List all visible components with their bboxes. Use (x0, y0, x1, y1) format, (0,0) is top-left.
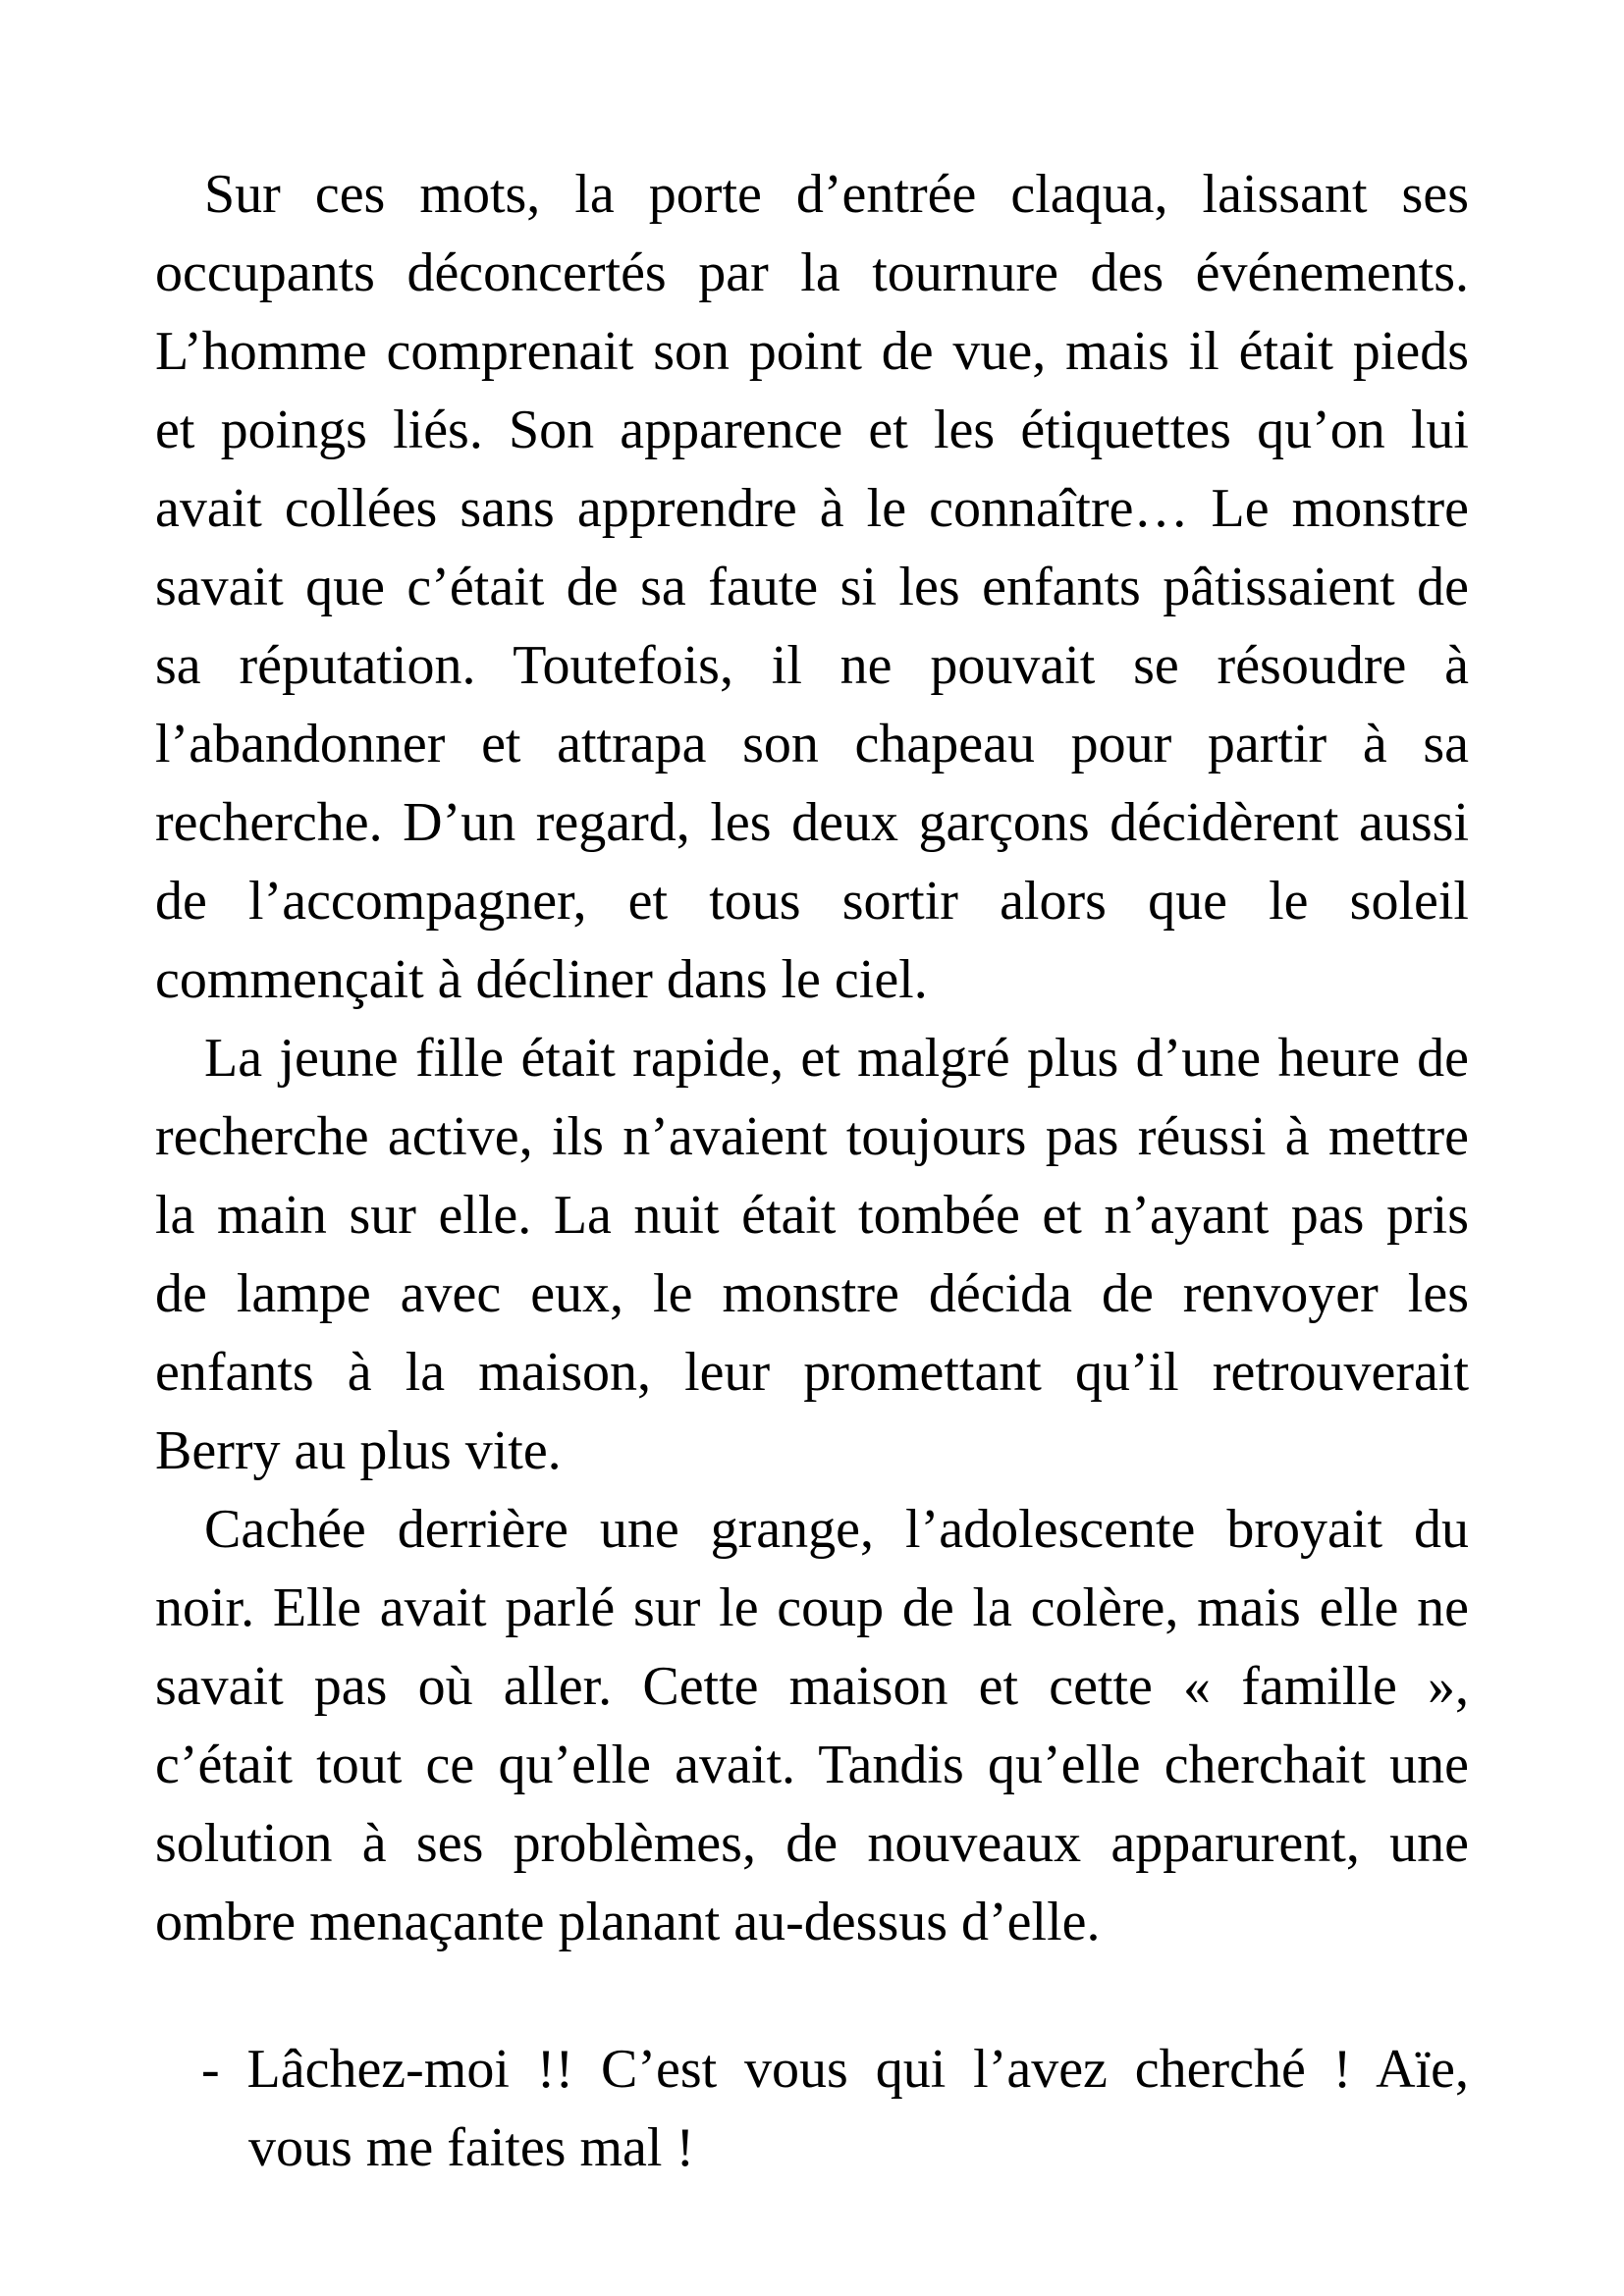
text-line: ombre menaçante planant au-dessus d’elle. (155, 1892, 1101, 1952)
text-line: sa réputation. Toutefois, il ne pouvait se résoudre à (155, 635, 1469, 696)
paragraph-3 (155, 1490, 1469, 1961)
text-line: La jeune fille était rapide, et malgré plus d’une heure de (204, 1028, 1469, 1089)
text-line: solution à ses problèmes, de nouveaux apparurent, une (155, 1813, 1469, 1874)
text-line: recherche. D’un regard, les deux garçons décidèrent aussi (155, 792, 1469, 853)
dialogue-line-1 (155, 2030, 1469, 2109)
text-line: et poings liés. Son apparence et les étiquettes qu’on lui (155, 400, 1469, 460)
paragraph-1 (155, 155, 1469, 1019)
text-line: Berry au plus vite. (155, 1420, 562, 1481)
text-line: savait que c’était de sa faute si les enfants pâtissaient de (155, 557, 1469, 617)
text-line: Sur ces mots, la porte d’entrée claqua, laissant ses (204, 164, 1469, 225)
dialogue-line-2: vous me faites mal ! (248, 2117, 695, 2178)
text-line: l’abandonner et attrapa son chapeau pour partir à sa (155, 714, 1469, 774)
paragraph-2 (155, 1019, 1469, 1490)
dialogue-line-1-text: Lâchez-moi !! C’est vous qui l’avez cherché ! Aïe, (246, 2039, 1469, 2100)
text-line: c’était tout ce qu’elle avait. Tandis qu’elle cherchait une (155, 1735, 1469, 1795)
text-line: Cachée derrière une grange, l’adolescente broyait du (204, 1499, 1469, 1560)
text-line: la main sur elle. La nuit était tombée et n’ayant pas pris (155, 1185, 1469, 1246)
page-text-block (155, 155, 1469, 2187)
text-line: enfants à la maison, leur promettant qu’il retrouverait (155, 1342, 1469, 1403)
text-line: avait collées sans apprendre à le connaître… Le monstre (155, 478, 1469, 539)
text-line: commençait à décliner dans le ciel. (155, 949, 928, 1010)
text-line: savait pas où aller. Cette maison et cette « famille », (155, 1656, 1469, 1717)
text-line: recherche active, ils n’avaient toujours pas réussi à mettre (155, 1106, 1469, 1167)
text-line: L’homme comprenait son point de vue, mais il était pieds (155, 321, 1469, 382)
text-line: noir. Elle avait parlé sur le coup de la colère, mais elle ne (155, 1577, 1469, 1638)
dialogue-block (155, 2030, 1469, 2187)
text-line: de lampe avec eux, le monstre décida de renvoyer les (155, 1263, 1469, 1324)
dialogue-dash: - (201, 2039, 220, 2100)
text-line: de l’accompagner, et tous sortir alors que le soleil (155, 871, 1469, 932)
text-line: occupants déconcertés par la tournure des événements. (155, 242, 1469, 303)
